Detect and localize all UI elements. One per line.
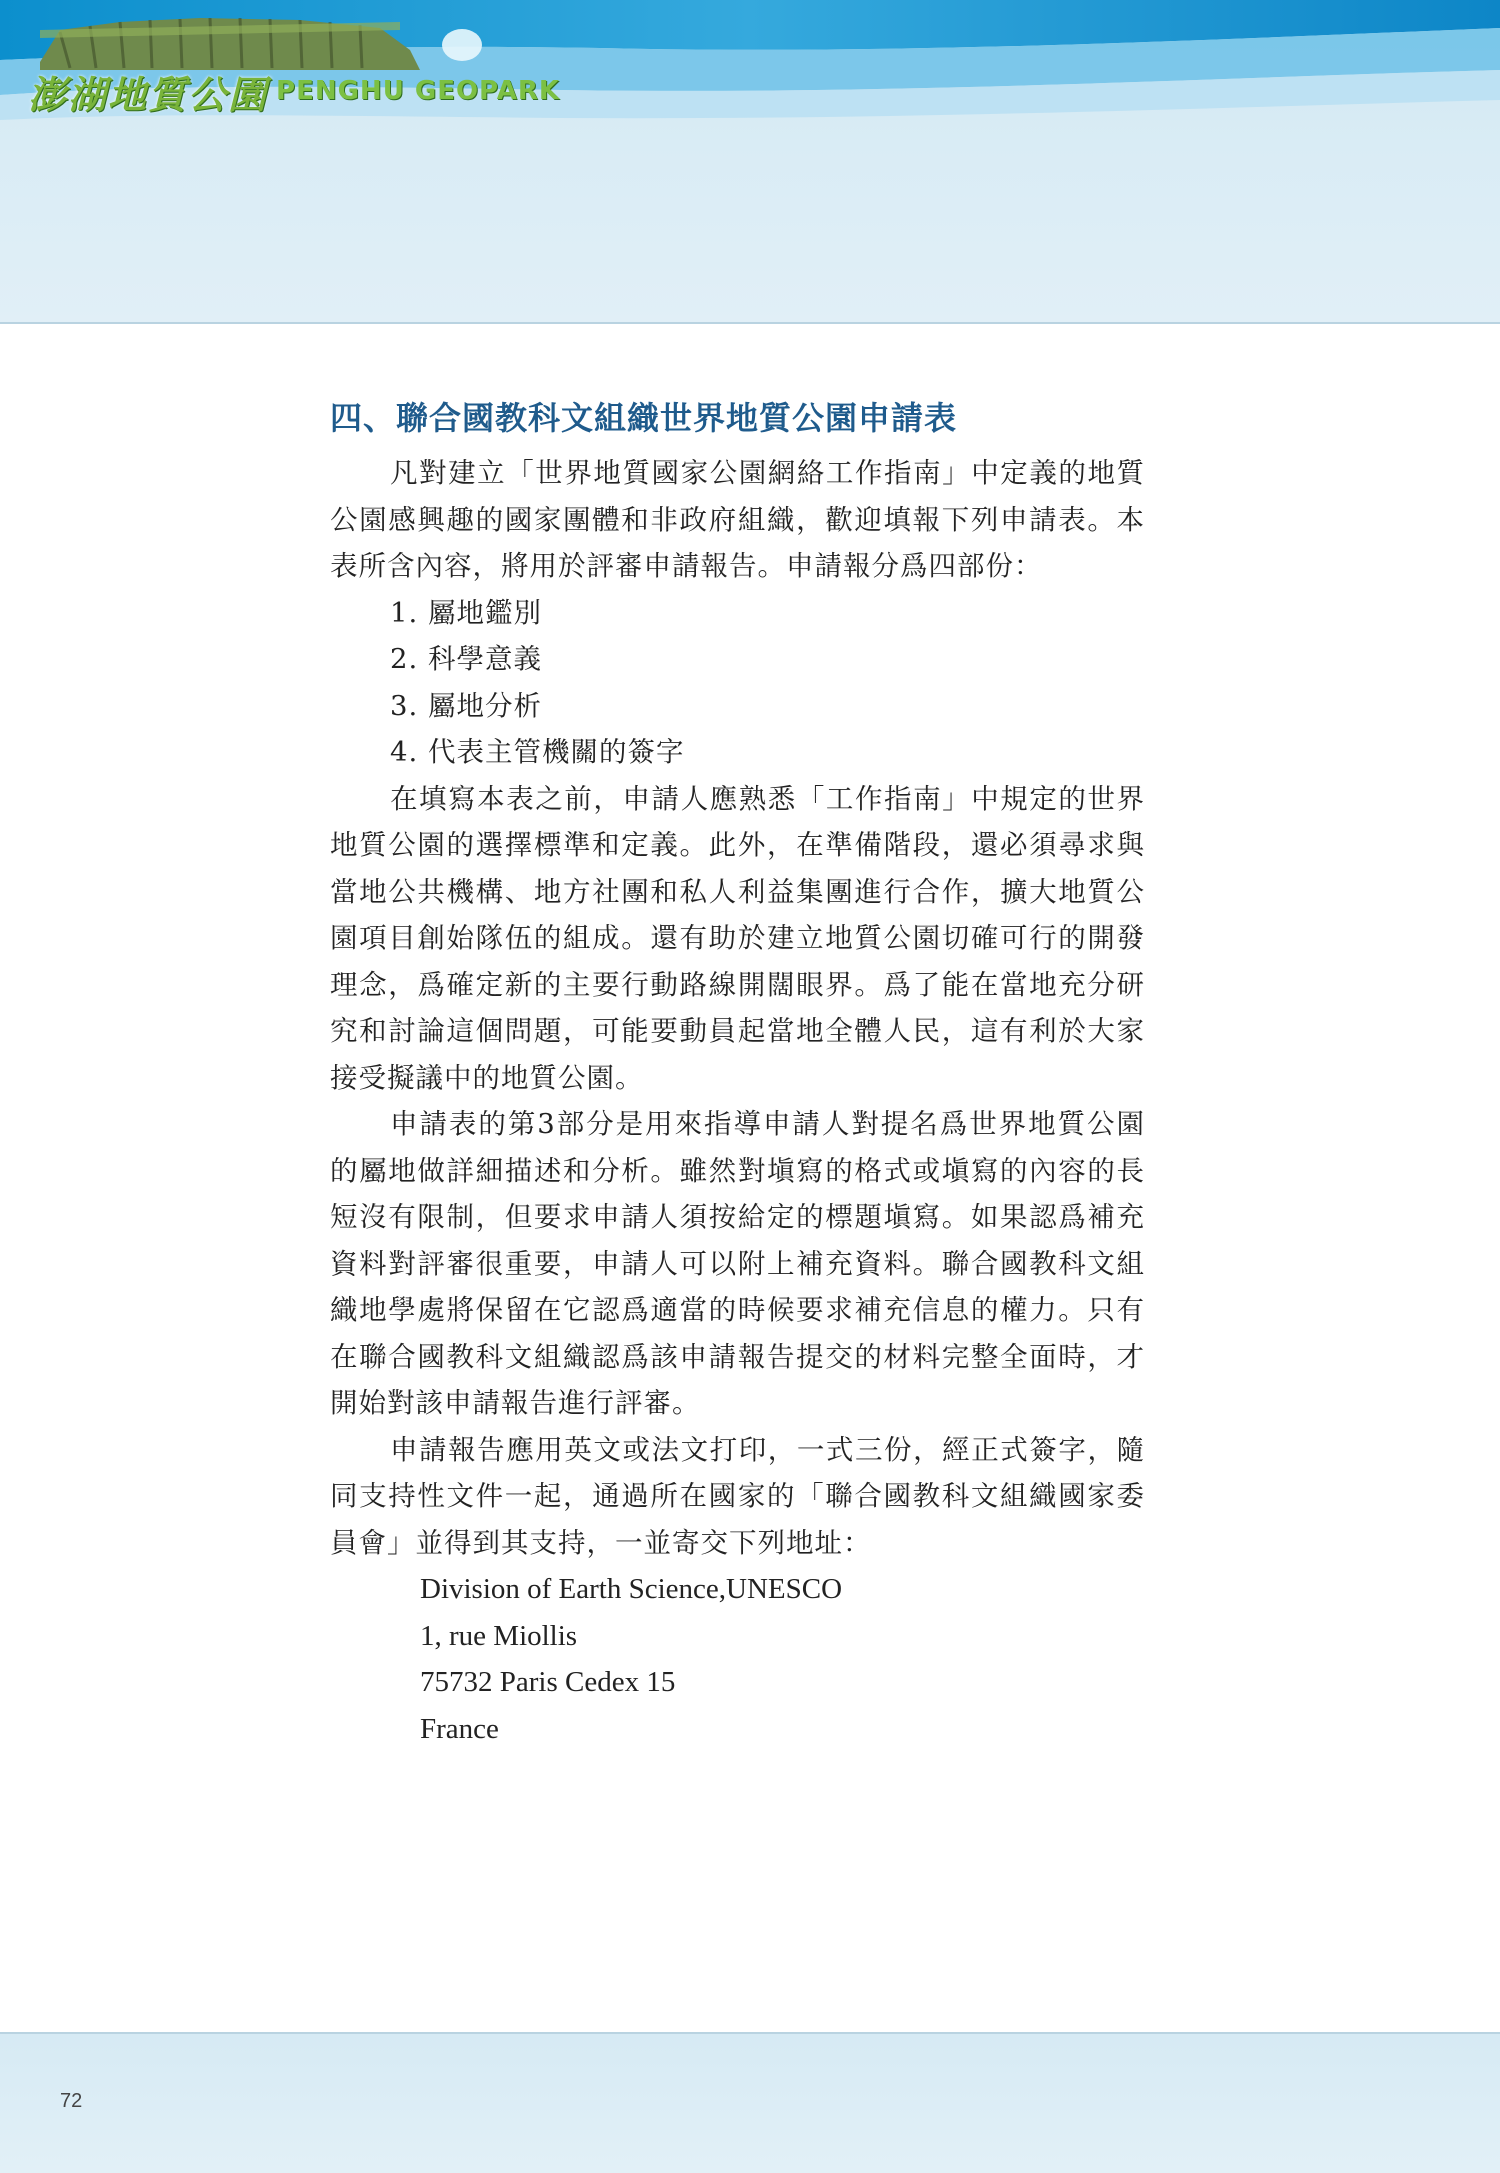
penghu-geopark-logo	[28, 66, 560, 116]
footer-band	[0, 2032, 1500, 2173]
paragraph-submission: 申請報告應用英文或法文打印，一式三份，經正式簽字，隨同支持性文件一起，通過所在國家的「聯合國教科文組織國家委員會」並得到其支持，一並寄交下列地址：	[330, 1433, 1145, 1559]
page-number: 72	[60, 2090, 83, 2112]
logo-english-text: PENGHU GEOPARK	[276, 76, 561, 106]
paragraph-part3: 申請表的第3部分是用來指導申請人對提名爲世界地質公園的屬地做詳細描述和分析。雖然對塡寫的格式或塡寫的內容的長短沒有限制，但要求申請人須按給定的標題塡寫。如果認爲補充資料對評審很重要，申請人可以附上補充資料。聯合國教科文組織地學處將保留在它認爲適當的時候要求補充信息的權力。只有在聯合國教科文組織認爲該申請報告提交的材料完整全面時，才開始對該申請報告進行評審。	[330, 1108, 1145, 1419]
paragraph-preparation: 在填寫本表之前，申請人應熟悉「工作指南」中規定的世界地質公園的選擇標準和定義。此外，在準備階段，還必須尋求與當地公共機構、地方社團和私人利益集團進行合作，擴大地質公園項目創始隊伍的組成。還有助於建立地質公園切確可行的開發理念，爲確定新的主要行動路線開闊眼界。爲了能在當地充分研究和討論這個問題，可能要動員起當地全體人民，這有利於大家接受擬議中的地質公園。	[330, 782, 1145, 1094]
address-line: 1, rue Miollis	[420, 1619, 578, 1652]
list-item: 3. 屬地分析	[390, 689, 542, 722]
body-text	[330, 450, 1145, 1752]
section-title: 四、聯合國教科文組織世界地質公園申請表	[330, 399, 958, 437]
header-banner	[0, 0, 1500, 324]
basalt-cliff-illustration	[40, 18, 420, 70]
address-line: Division of Earth Science,UNESCO	[420, 1573, 843, 1605]
logo-chinese-text: 澎湖地質公園	[28, 71, 269, 117]
mailing-address	[330, 1566, 1145, 1752]
application-parts-list	[330, 590, 1145, 776]
address-line: France	[420, 1712, 499, 1745]
address-line: 75732 Paris Cedex 15	[420, 1666, 676, 1698]
list-item: 4. 代表主管機關的簽字	[390, 736, 685, 768]
list-item: 2. 科學意義	[390, 643, 542, 675]
list-item: 1. 屬地鑑別	[390, 596, 542, 629]
paragraph-intro: 凡對建立「世界地質國家公園網絡工作指南」中定義的地質公園感興趣的國家團體和非政府組織，歡迎填報下列申請表。本表所含內容，將用於評審申請報告。申請報分爲四部份：	[330, 457, 1145, 582]
header-wave-graphic	[0, 0, 1500, 322]
